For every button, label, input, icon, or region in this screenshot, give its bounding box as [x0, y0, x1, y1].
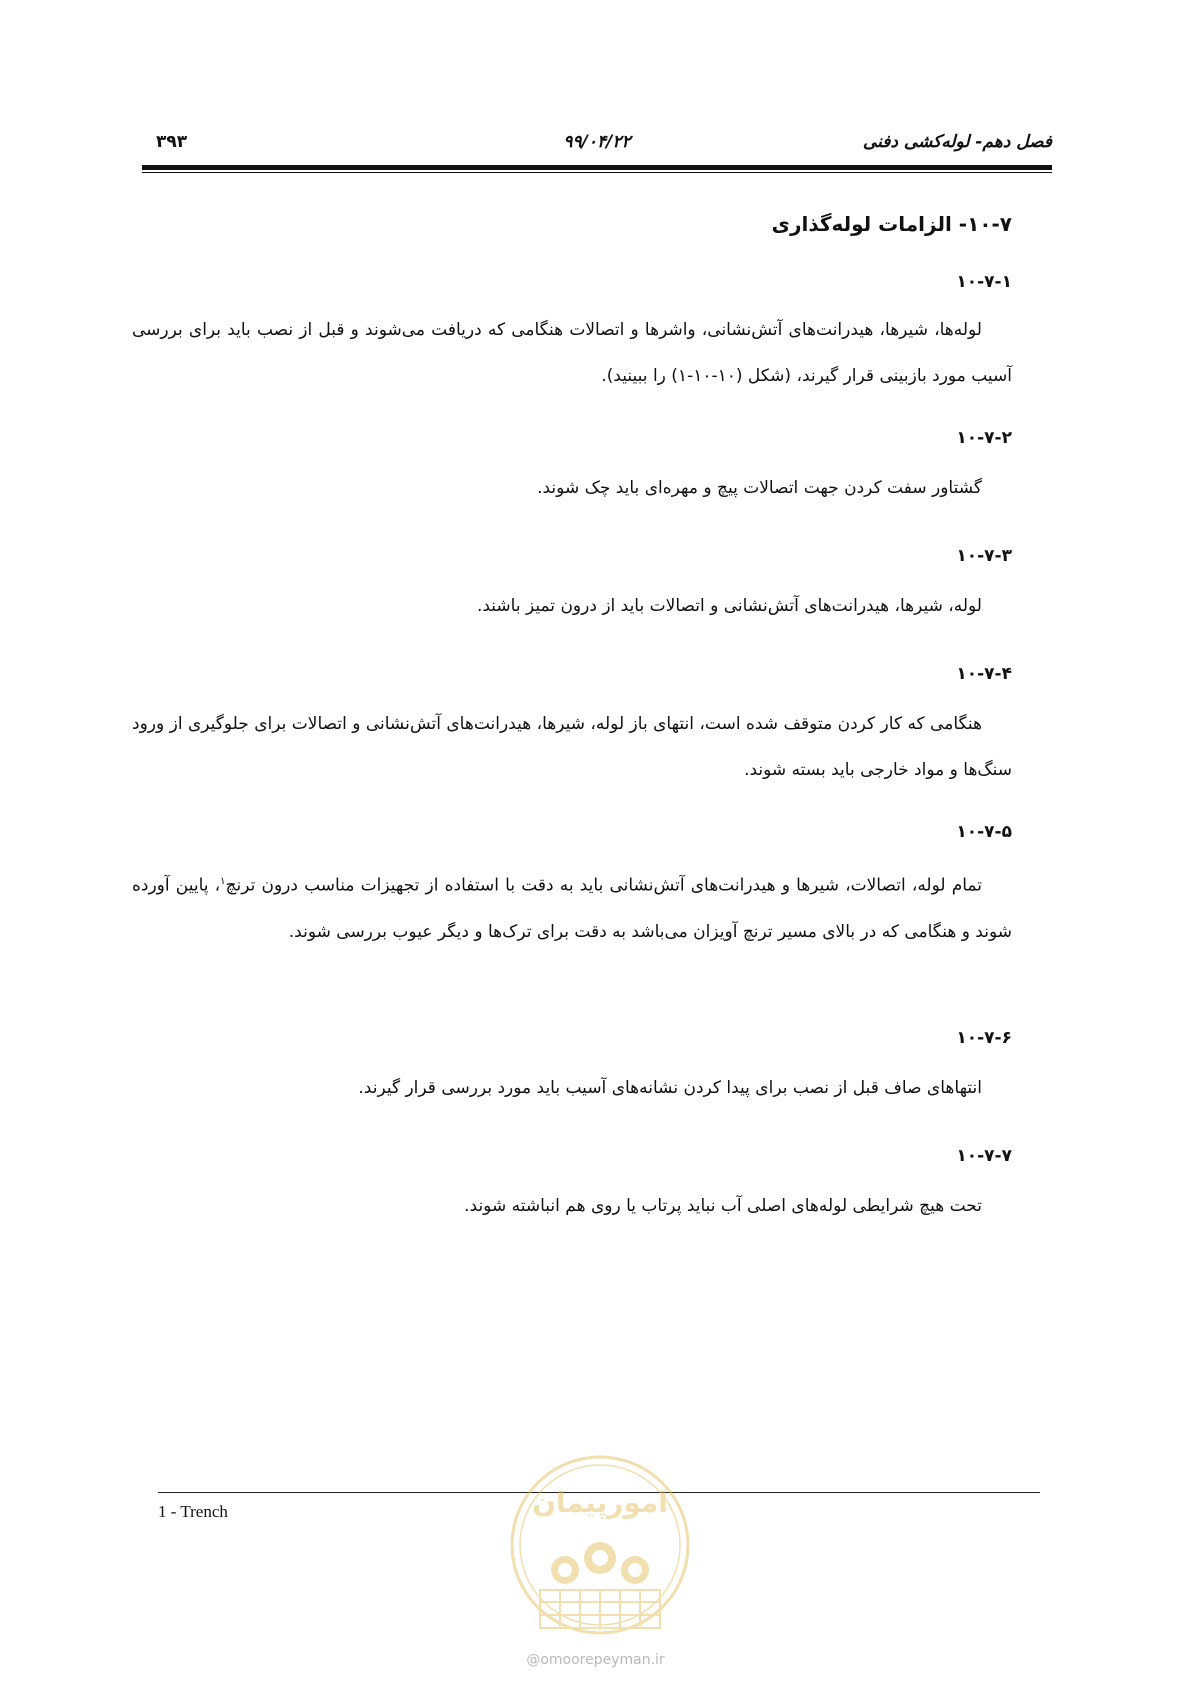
chapter-title: فصل دهم- لوله‌کشی دفنی — [862, 132, 1052, 152]
footnote-ref: ۱ — [220, 876, 226, 887]
page-header — [142, 132, 1052, 158]
clause-number: ۱۰-۷-۵ — [956, 822, 1012, 842]
clause-text: تحت هیچ شرایطی لوله‌های اصلی آب نباید پرتاب یا روی هم انباشته شوند. — [464, 1196, 982, 1216]
clause-text-part: ، پایین آورده شوند و هنگامی که در بالای مسیر ترنچ آویزان می‌باشد به دقت برای ترک‌ها و دیگر عیوب بررسی شوند. — [132, 875, 1012, 942]
header-rule-thin — [142, 172, 1052, 173]
clause-number: ۱۰-۷-۶ — [956, 1028, 1012, 1048]
clause-text — [132, 859, 1012, 955]
clause-number: ۱۰-۷-۲ — [956, 428, 1012, 448]
clause-text: انتهاهای صاف قبل از نصب برای پیدا کردن نشانه‌های آسیب باید مورد بررسی قرار گیرند. — [358, 1078, 982, 1098]
watermark-logo-text: امورپیمان — [532, 1486, 668, 1519]
watermark-seal-icon — [505, 1450, 695, 1650]
clause-text: لوله‌ها، شیرها، هیدرانت‌های آتش‌نشانی، واشرها و اتصالات هنگامی که دریافت می‌شوند و قبل از نصب باید برای بررسی آسیب مورد بازبینی قرار گیرند، (شکل (۱۰-۱۰-۱) را ببینید). — [132, 320, 1012, 386]
clause-number: ۱۰-۷-۷ — [956, 1146, 1012, 1166]
page-number: ۳۹۳ — [156, 132, 188, 152]
watermark-url: @omoorepeyman.ir — [526, 1652, 665, 1668]
footnote: 1 - Trench — [158, 1502, 228, 1521]
clause-number: ۱۰-۷-۳ — [956, 546, 1012, 566]
clause-text: هنگامی که کار کردن متوقف شده است، انتهای باز لوله، شیرها، هیدرانت‌های آتش‌نشانی و اتصالات برای جلوگیری از ورود سنگ‌ها و مواد خارجی باید بسته شوند. — [132, 714, 1012, 780]
clause-number: ۱۰-۷-۴ — [956, 664, 1012, 684]
clause-text-part: تمام لوله، اتصالات، شیرها و هیدرانت‌های آتش‌نشانی باید به دقت با استفاده از تجهیزات مناسب درون ترنچ — [225, 875, 982, 896]
clause-number: ۱۰-۷-۱ — [956, 272, 1012, 292]
header-date: ۹۹/۰۴/۲۲ — [563, 132, 631, 152]
section-title: ۱۰-۷- الزامات لوله‌گذاری — [771, 212, 1012, 236]
clause-text: لوله، شیرها، هیدرانت‌های آتش‌نشانی و اتصالات باید از درون تمیز باشند. — [476, 596, 982, 616]
clause-text: گشتاور سفت کردن جهت اتصالات پیچ و مهره‌ای باید چک شوند. — [537, 478, 982, 498]
header-rule-thick — [142, 165, 1052, 170]
